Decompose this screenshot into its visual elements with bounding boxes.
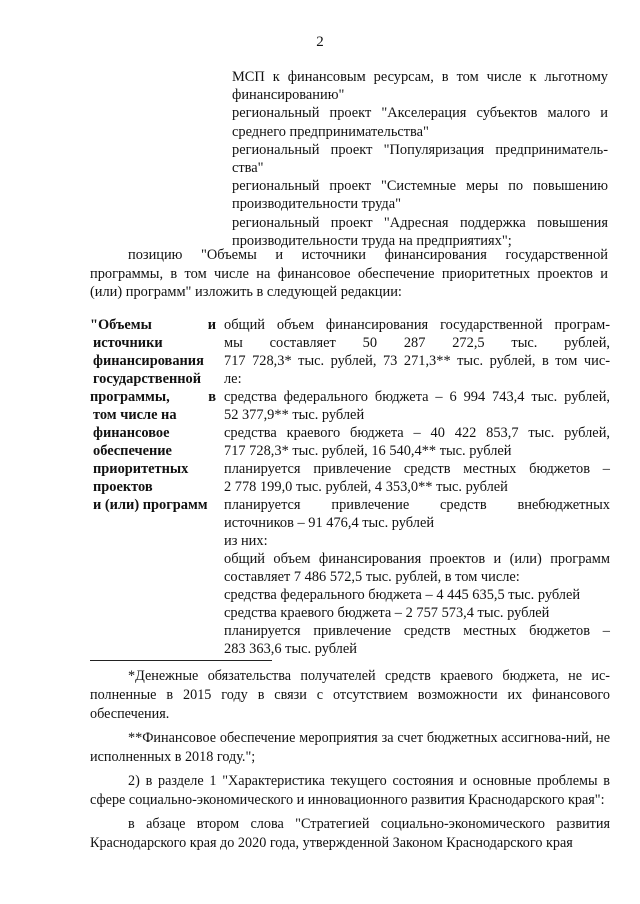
table-left-cell-line: приоритетных: [93, 461, 189, 477]
table-right-cell-line: планируется привлечение средств внебюджетных: [224, 497, 610, 513]
table-right-cell-line: 52 377,9** тыс. рублей: [224, 407, 365, 423]
list-line: региональный проект "Системные меры по повышению: [232, 178, 608, 195]
list-line: среднего предпринимательства": [232, 123, 429, 140]
table-right-cell-line: общий объем финансирования проектов и (или) программ: [224, 551, 610, 567]
paragraph-line: программы, в том числе на финансовое обеспечение приоритетных проектов и: [90, 265, 608, 282]
list-line: МСП к финансовым ресурсам, в том числе к льготному: [232, 69, 608, 85]
table-right-cell-line: из них:: [224, 533, 268, 549]
table-right-cell-line: планируется привлечение средств местных бюджетов –: [224, 623, 610, 639]
list-line: региональный проект "Популяризация предприниматель-: [232, 141, 608, 158]
table-right-cell-line: ле:: [224, 371, 242, 387]
table-right-cell-line: источников – 91 476,4 тыс. рублей: [224, 515, 435, 531]
table-left-cell-line: источники: [93, 335, 163, 351]
table-left-cell-line: государственной: [93, 371, 202, 387]
list-line: ства": [232, 160, 264, 177]
list-line: производительности труда на предприятиях";: [232, 232, 512, 249]
table-right-cell-line: средства федерального бюджета – 6 994 743,4 тыс. рублей,: [224, 389, 610, 405]
paragraph-line: (или) программ" изложить в следующей редакции:: [90, 284, 402, 300]
table-right-cell-line: 717 728,3* тыс. рублей, 16 540,4** тыс. рублей: [224, 443, 512, 459]
table-left-cell-line: и (или) программ: [93, 497, 208, 513]
list-line: региональный проект "Адресная поддержка повышения: [232, 214, 608, 231]
table-left-cell-line: финансирования: [93, 353, 204, 369]
table-left-cell-line: проектов: [93, 479, 153, 495]
table-right-cell-line: 2 778 199,0 тыс. рублей, 4 353,0** тыс. рублей: [224, 479, 508, 495]
regional-projects-list: [232, 68, 608, 250]
paragraph-line: позицию "Объемы и источники финансирования государственной: [128, 247, 608, 263]
table-left-cell-line: программы, в: [90, 389, 216, 405]
table-left-cell-line: обеспечение: [93, 443, 172, 459]
list-line: финансированию": [232, 87, 345, 104]
footnote-1: *Денежные обязательства получателей средств краевого бюджета, не ис-полненные в 2015 году в связи с отсутствием возможности их финансового обеспечения.: [90, 668, 610, 722]
table-right-cell-line: 283 363,6 тыс. рублей: [224, 641, 357, 657]
table-left-cell-line: том числе на: [93, 407, 177, 423]
footnote-2: **Финансовое обеспечение мероприятия за счет бюджетных ассигнова-ний, не исполненных в 2018 году.";: [90, 730, 610, 765]
footnotes-and-amendments: [90, 667, 610, 858]
table-right-cell-line: средства краевого бюджета – 2 757 573,4 тыс. рублей: [224, 605, 550, 621]
table-right-cell-line: средства федерального бюджета – 4 445 635,5 тыс. рублей: [224, 587, 581, 603]
table-left-cell-line: "Объемы и: [90, 317, 216, 333]
table-right-cell-line: планируется привлечение средств местных бюджетов –: [224, 461, 610, 477]
table-right-cell-line: 717 728,3* тыс. рублей, 73 271,3** тыс. рублей, в том чис-: [224, 353, 610, 369]
table-right-cell-line: мы составляет 50 287 272,5 тыс. рублей,: [224, 335, 610, 351]
table-right-cell-line: средства краевого бюджета – 40 422 853,7 тыс. рублей,: [224, 425, 610, 441]
page-number: 2: [316, 34, 324, 50]
amendment-paragraph: в абзаце втором слова "Стратегией социально-экономического развития Краснодарского края до 2020 года, утвержденной Законом Краснодарского края: [90, 816, 610, 851]
table-right-cell-line: общий объем финансирования государственной програм-: [224, 317, 610, 333]
table-right-cell-line: составляет 7 486 572,5 тыс. рублей, в том числе:: [224, 569, 520, 585]
position-paragraph: [90, 246, 608, 302]
amendment-item-2: 2) в разделе 1 "Характеристика текущего состояния и основные проблемы в сфере социально-экономического и инновационного развития Краснодарского края":: [90, 773, 610, 808]
footnote-divider: [90, 660, 272, 661]
list-line: производительности труда": [232, 196, 401, 213]
list-line: региональный проект "Акселерация субъектов малого и: [232, 105, 608, 122]
table-left-cell-line: финансовое: [93, 425, 170, 441]
